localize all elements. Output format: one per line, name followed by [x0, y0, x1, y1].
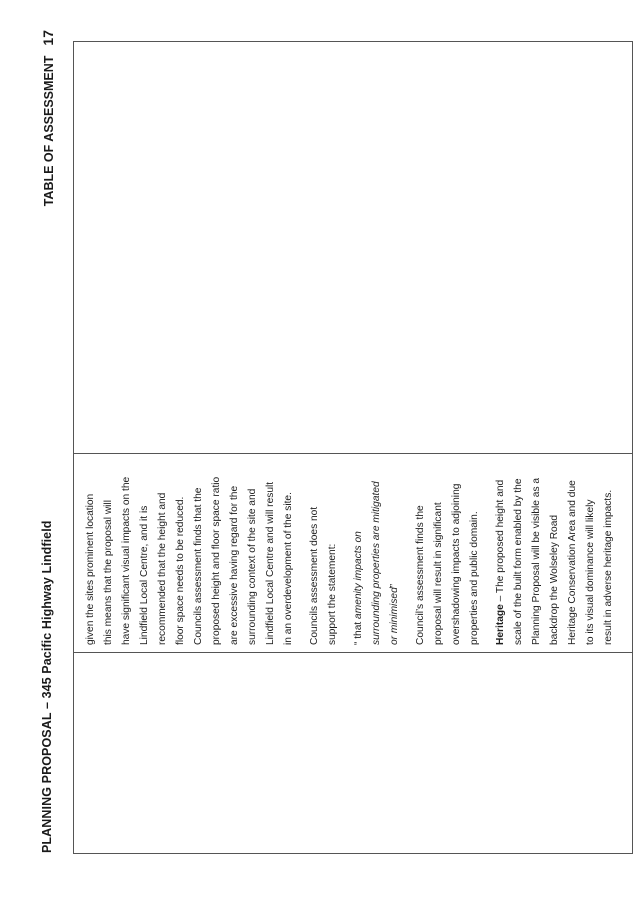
heritage-label: Heritage	[495, 604, 506, 645]
assessment-cell	[74, 454, 633, 653]
empty-cell-right	[74, 42, 633, 454]
document-title: PLANNING PROPOSAL – 345 Pacific Highway Lindfield	[40, 520, 54, 853]
heritage-paragraph: Heritage – The proposed height and scale of the built form enabled by the Planning Proposal will be visible as a backdrop the Wolseley Road Heritage Conservation Area and due to its visual dominance will likely result in adverse heritage impacts.	[495, 477, 614, 645]
section-header	[40, 30, 56, 206]
overshadowing-paragraph: Council’s assessment finds the proposal will result in significant overshadowing impacts to adjoining properties and public domain.	[415, 483, 480, 645]
visual-impact-paragraph: given the sites prominent location this means that the proposal will have significant visual impacts on the Lindfield Local Centre, and it is recommended that the height and floor space needs to be reduced. Councils assessment finds that the proposed height and floor space ratio are excessive having regard for the surrounding context of the site and Lindfield Local Centre and will result in an overdevelopment of the site.	[85, 476, 294, 645]
page-number: 17	[40, 30, 56, 46]
assessment-table	[73, 41, 633, 854]
empty-cell-left	[74, 653, 633, 854]
section-title: TABLE OF ASSESSMENT	[42, 55, 56, 207]
assessment-text	[74, 454, 632, 652]
statement-intro-paragraph: Councils assessment does not support the statement:	[309, 506, 338, 645]
table-row	[74, 42, 633, 854]
quoted-statement: “ that amenity impacts on surrounding properties are mitigated or minimised”	[353, 481, 400, 645]
